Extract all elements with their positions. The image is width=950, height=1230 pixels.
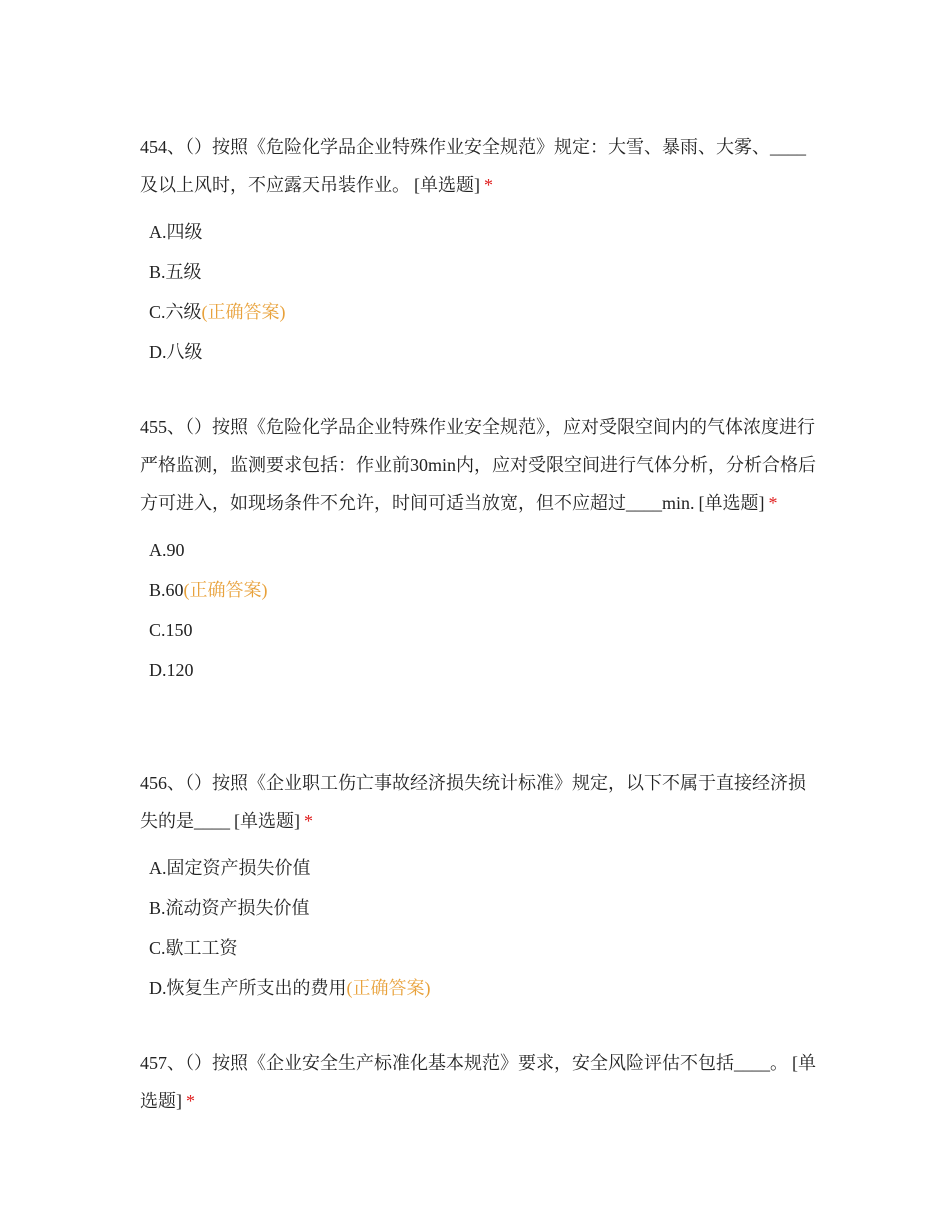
option-label: C.六级	[149, 302, 202, 322]
correct-answer-note: (正确答案)	[183, 580, 268, 600]
option-a[interactable]	[140, 530, 820, 570]
option-label: A.固定资产损失价值	[149, 858, 311, 878]
required-mark: *	[768, 493, 778, 513]
question-text	[140, 408, 820, 522]
question-text	[140, 128, 820, 204]
option-c[interactable]	[140, 610, 820, 650]
option-label: C.歇工工资	[149, 938, 238, 958]
option-label: B.60	[149, 580, 184, 600]
question-stem: 454、（）按照《危险化学品企业特殊作业安全规范》规定：大雪、暴雨、大雾、____及以上风时，不应露天吊装作业。	[140, 137, 806, 195]
option-list	[140, 212, 820, 372]
question-type: [单选题]	[234, 811, 300, 831]
question-type: [单选题]	[414, 175, 480, 195]
question-text	[140, 764, 820, 840]
option-label: A.90	[149, 540, 185, 560]
option-list	[140, 848, 820, 1008]
option-label: A.四级	[149, 222, 203, 242]
option-d[interactable]	[140, 650, 820, 690]
option-c[interactable]	[140, 928, 820, 968]
correct-answer-note: (正确答案)	[201, 302, 286, 322]
option-label: B.流动资产损失价值	[149, 898, 310, 918]
option-label: D.120	[149, 660, 194, 680]
question-455	[140, 408, 820, 690]
option-label: D.恢复生产所支出的费用	[149, 978, 347, 998]
option-c[interactable]	[140, 292, 820, 332]
question-456	[140, 764, 820, 1008]
option-a[interactable]	[140, 848, 820, 888]
option-label: C.150	[149, 620, 193, 640]
option-a[interactable]	[140, 212, 820, 252]
question-type: [单选题]	[698, 493, 765, 513]
question-454	[140, 128, 820, 372]
required-mark: *	[304, 811, 313, 831]
required-mark: *	[186, 1091, 195, 1111]
option-b[interactable]	[140, 570, 820, 610]
option-label: D.八级	[149, 342, 203, 362]
question-stem: 456、（）按照《企业职工伤亡事故经济损失统计标准》规定，以下不属于直接经济损失的是____	[140, 773, 806, 831]
question-stem: 455、（）按照《危险化学品企业特殊作业安全规范》，应对受限空间内的气体浓度进行严格监测，监测要求包括：作业前30min内，应对受限空间进行气体分析，分析合格后方可进入，如现场条件不允许，时间可适当放宽，但不应超过____min.	[140, 417, 816, 513]
question-type: [单选题]	[140, 1053, 816, 1111]
option-d[interactable]	[140, 968, 820, 1008]
option-d[interactable]	[140, 332, 820, 372]
option-b[interactable]	[140, 888, 820, 928]
question-text	[140, 1044, 820, 1120]
required-mark: *	[484, 175, 493, 195]
option-list	[140, 530, 820, 690]
option-b[interactable]	[140, 252, 820, 292]
question-457	[140, 1044, 820, 1120]
option-label: B.五级	[149, 262, 202, 282]
question-stem: 457、（）按照《企业安全生产标准化基本规范》要求，安全风险评估不包括____。	[140, 1053, 788, 1073]
correct-answer-note: (正确答案)	[346, 978, 431, 998]
